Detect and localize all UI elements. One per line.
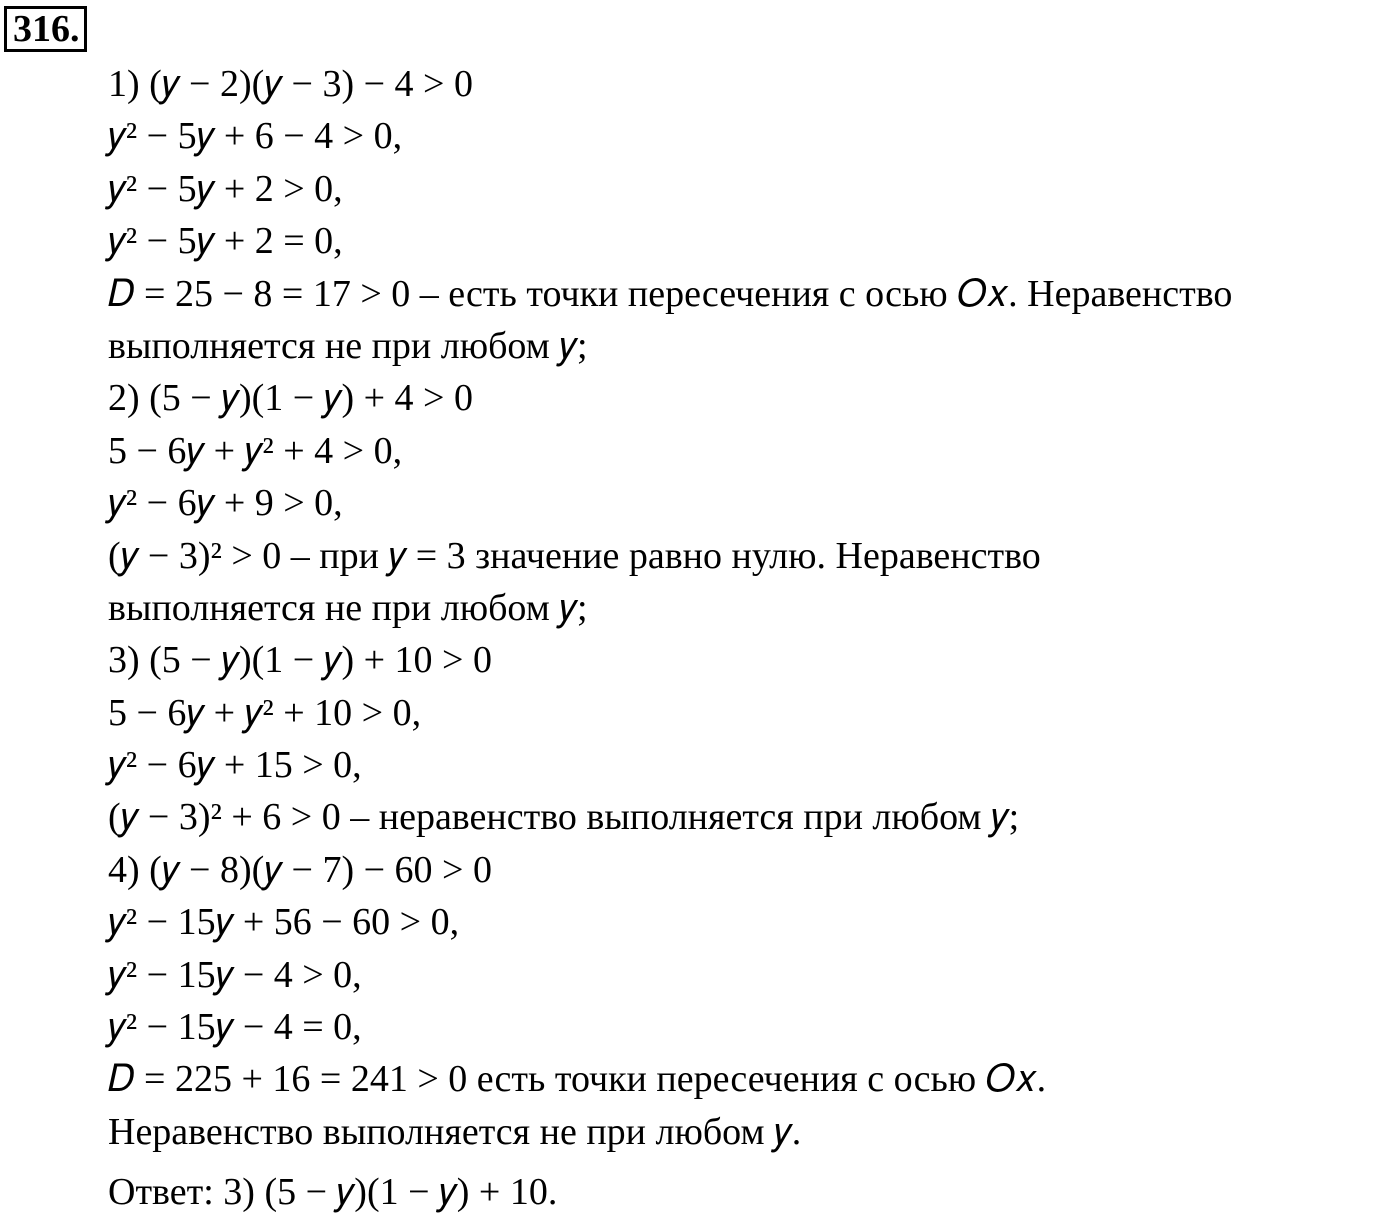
solution-line: 𝑦² − 15𝑦 − 4 > 0, <box>108 953 362 996</box>
solution-line: 5 − 6𝑦 + 𝑦² + 10 > 0, <box>108 691 422 734</box>
solution-line: 𝑦² − 15𝑦 + 56 − 60 > 0, <box>108 901 460 944</box>
solution-line: 𝑦² − 5𝑦 + 2 > 0, <box>108 167 343 210</box>
solution-line: 𝑦² − 6𝑦 + 15 > 0, <box>108 744 362 787</box>
solution-line: 1) (𝑦 − 2)(𝑦 − 3) − 4 > 0 <box>108 63 473 105</box>
solution-line: 2) (5 − 𝑦)(1 − 𝑦) + 4 > 0 <box>108 377 473 420</box>
solution-line: 𝐷 = 225 + 16 = 241 > 0 есть точки пересечения с осью 𝑂𝑥. <box>108 1058 1047 1101</box>
problem-number: 316. <box>4 6 87 52</box>
solution-line: 4) (𝑦 − 8)(𝑦 − 7) − 60 > 0 <box>108 848 492 891</box>
solution-line: 5 − 6𝑦 + 𝑦² + 4 > 0, <box>108 429 403 472</box>
solution-line: выполняется не при любом 𝑦; <box>108 586 588 629</box>
solution-body <box>108 58 1400 1219</box>
solution-line: 𝐷 = 25 − 8 = 17 > 0 – есть точки пересечения с осью 𝑂𝑥. Неравенство <box>108 272 1233 315</box>
solution-line: 𝑦² − 15𝑦 − 4 = 0, <box>108 1006 362 1049</box>
solution-line: 𝑦² − 5𝑦 + 6 − 4 > 0, <box>108 115 403 158</box>
solution-line: выполняется не при любом 𝑦; <box>108 324 588 367</box>
solution-line: (𝑦 − 3)² > 0 – при 𝑦 = 3 значение равно нулю. Неравенство <box>108 534 1041 577</box>
solution-line: 𝑦² − 5𝑦 + 2 = 0, <box>108 220 343 263</box>
answer-line: Ответ: 3) (5 − 𝑦)(1 − 𝑦) + 10. <box>108 1171 558 1214</box>
solution-line: (𝑦 − 3)² + 6 > 0 – неравенство выполняется при любом 𝑦; <box>108 796 1020 839</box>
solution-line: 𝑦² − 6𝑦 + 9 > 0, <box>108 482 343 525</box>
solution-line: Неравенство выполняется не при любом 𝑦. <box>108 1110 802 1153</box>
solution-line: 3) (5 − 𝑦)(1 − 𝑦) + 10 > 0 <box>108 639 492 682</box>
